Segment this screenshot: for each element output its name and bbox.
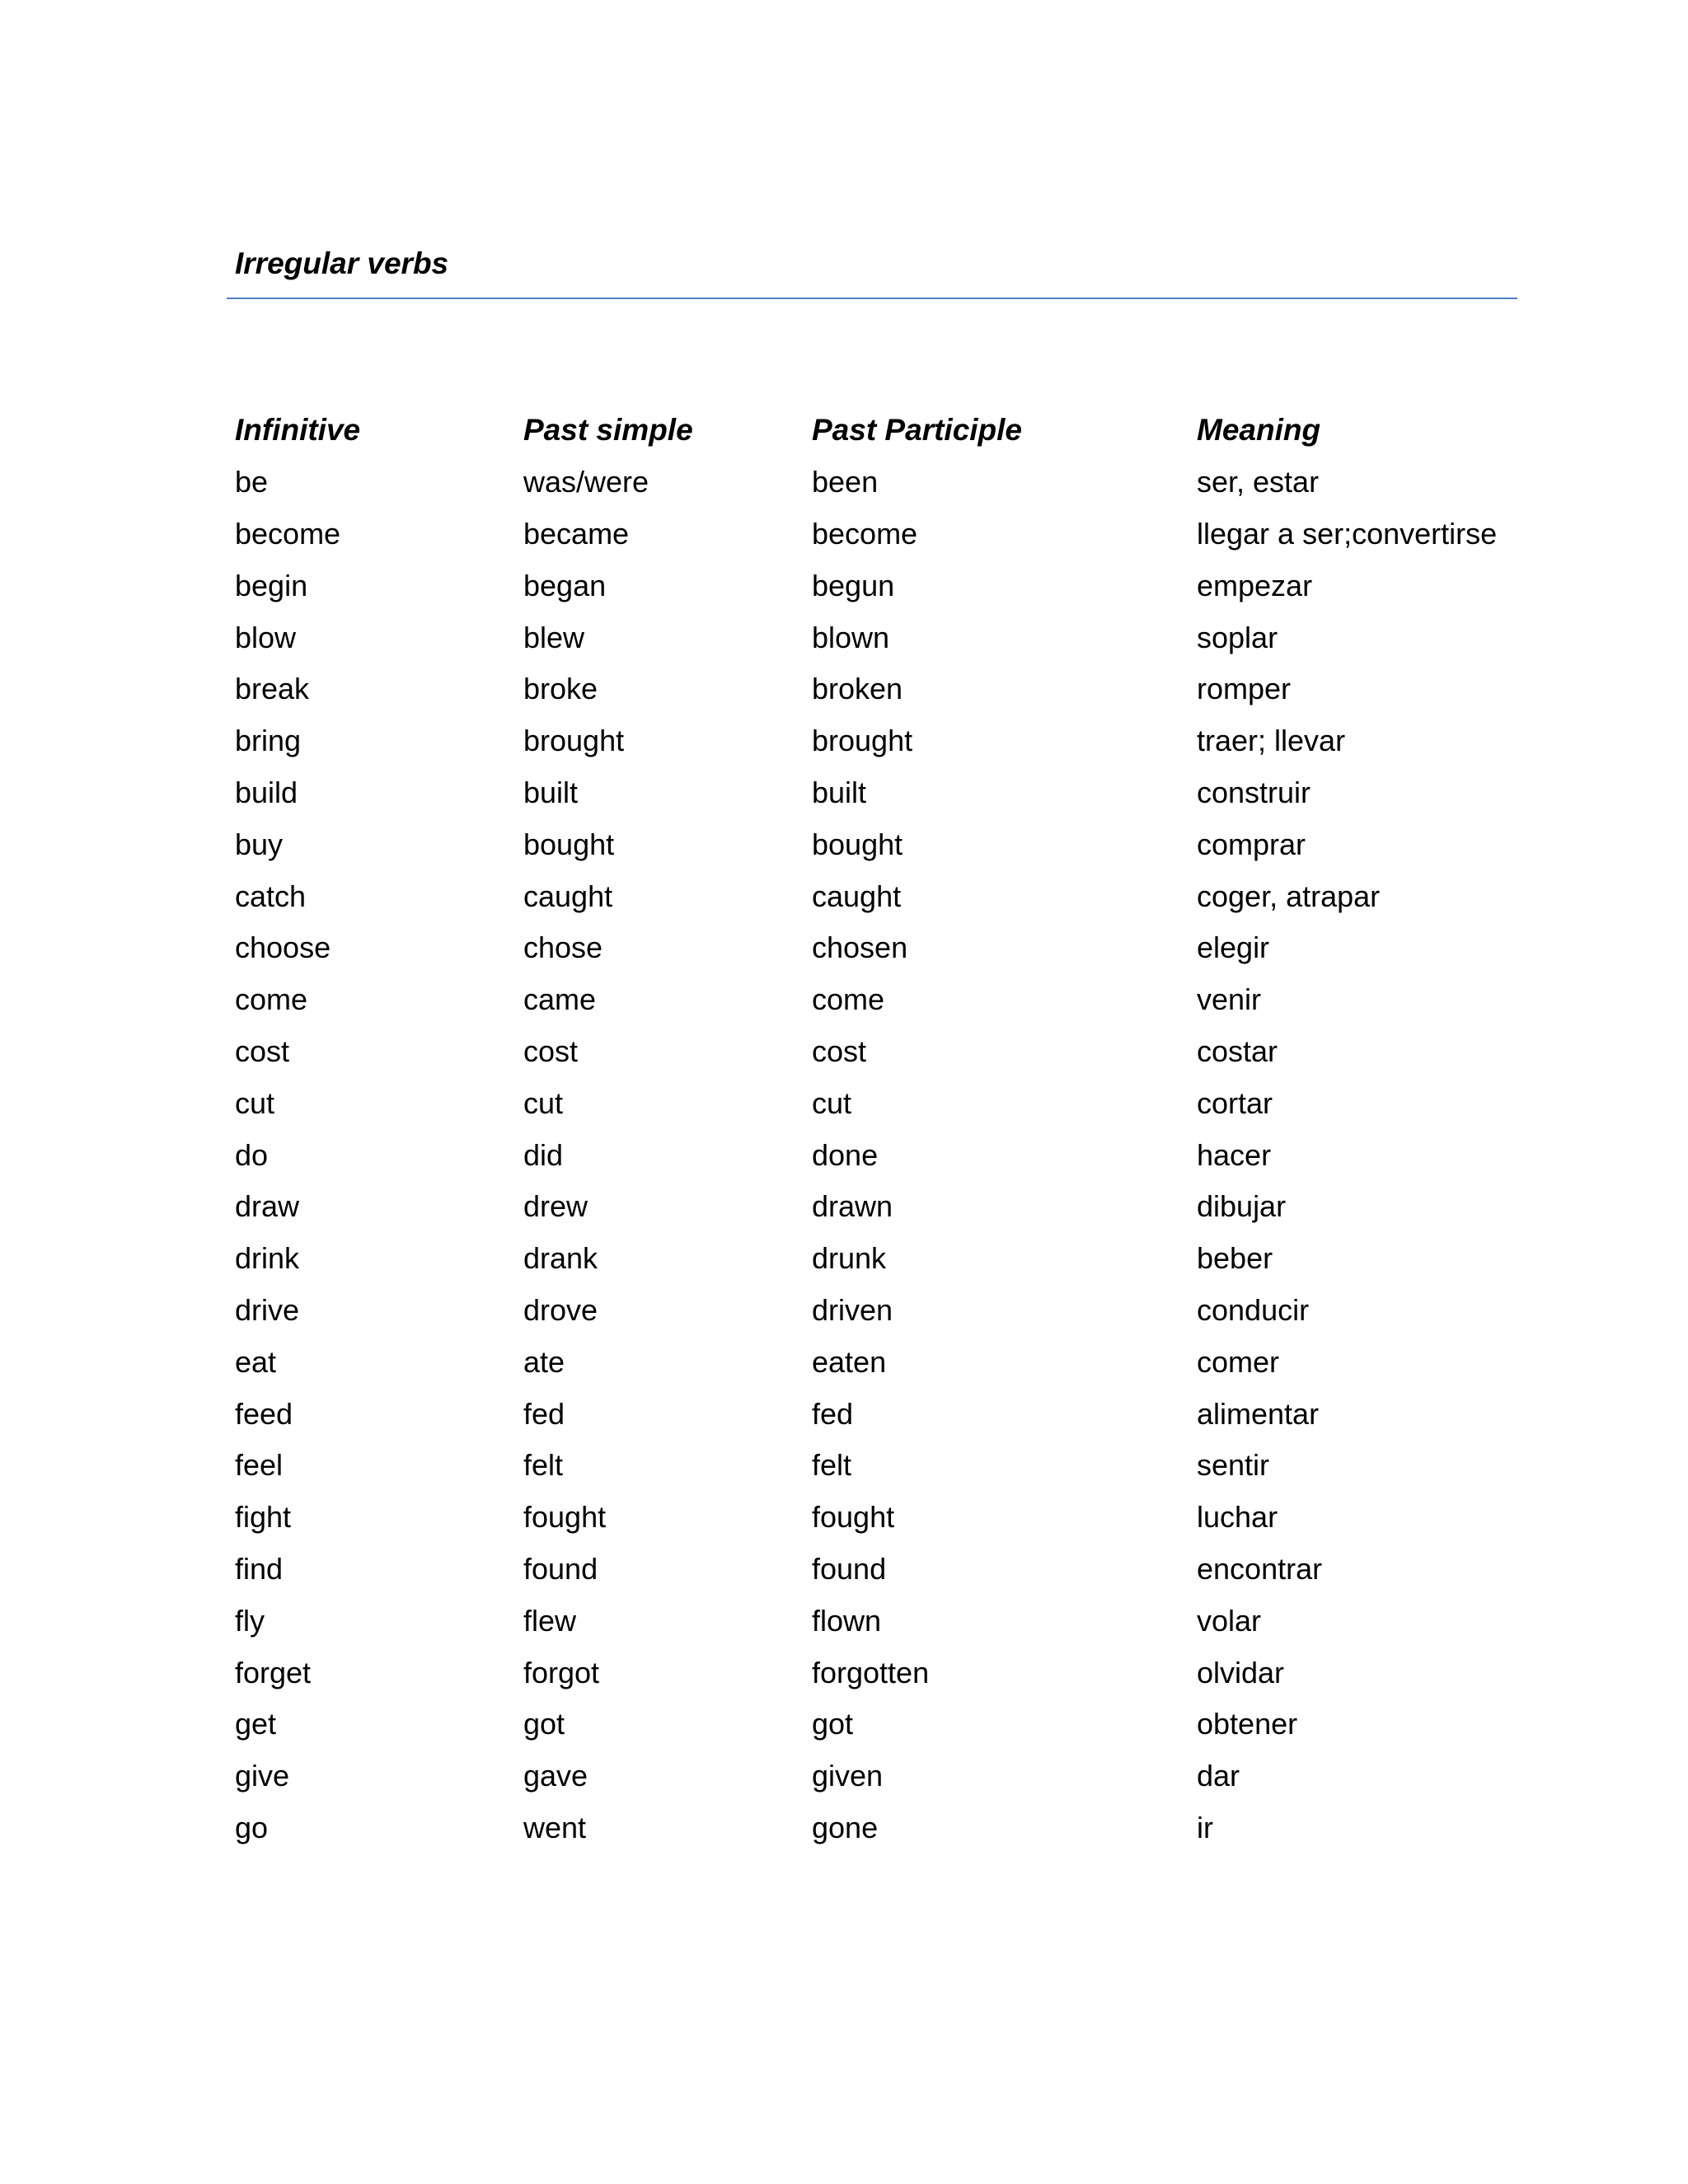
cell-past-simple: cut xyxy=(523,1085,564,1120)
cell-meaning: luchar xyxy=(1197,1500,1278,1535)
cell-meaning: beber xyxy=(1197,1241,1273,1276)
cell-infinitive: fly xyxy=(235,1603,265,1638)
cell-meaning: dibujar xyxy=(1197,1189,1287,1224)
table-row xyxy=(235,1595,1521,1647)
title-divider xyxy=(227,298,1517,299)
table-body xyxy=(235,457,1521,1854)
cell-infinitive: drink xyxy=(235,1241,300,1276)
cell-meaning: romper xyxy=(1197,672,1292,706)
cell-past-participle: come xyxy=(812,982,885,1017)
cell-past-simple: blew xyxy=(523,620,585,654)
cell-infinitive: build xyxy=(235,775,298,809)
cell-past-simple: built xyxy=(523,775,579,809)
cell-past-simple: came xyxy=(523,982,597,1017)
cell-meaning: soplar xyxy=(1197,620,1278,654)
cell-past-simple: became xyxy=(523,516,630,551)
cell-past-simple: felt xyxy=(523,1448,564,1483)
cell-infinitive: drive xyxy=(235,1292,300,1327)
cell-infinitive: feel xyxy=(235,1448,284,1483)
cell-meaning: hacer xyxy=(1197,1137,1272,1172)
cell-meaning: coger, atrapar xyxy=(1197,879,1381,913)
cell-past-simple: forgot xyxy=(523,1655,600,1690)
cell-meaning: costar xyxy=(1197,1033,1278,1068)
cell-infinitive: draw xyxy=(235,1189,300,1224)
cell-infinitive: blow xyxy=(235,620,297,654)
cell-meaning: llegar a ser;convertirse xyxy=(1197,516,1498,551)
cell-past-participle: eaten xyxy=(812,1344,887,1379)
table-row xyxy=(235,612,1521,663)
cell-past-participle: given xyxy=(812,1759,884,1793)
cell-past-simple: began xyxy=(523,568,607,602)
cell-past-participle: cut xyxy=(812,1085,852,1120)
cell-infinitive: begin xyxy=(235,568,308,602)
cell-past-participle: flown xyxy=(812,1603,882,1638)
table-row xyxy=(235,818,1521,870)
cell-past-participle: chosen xyxy=(812,930,908,965)
cell-past-participle: brought xyxy=(812,724,913,758)
cell-meaning: venir xyxy=(1197,982,1262,1017)
table-row xyxy=(235,767,1521,819)
header-past-participle: Past Participle xyxy=(812,413,1023,448)
document-title: Irregular verbs xyxy=(235,246,449,280)
cell-meaning: construir xyxy=(1197,775,1311,809)
table-row xyxy=(235,1129,1521,1181)
table-row xyxy=(235,457,1521,509)
cell-infinitive: cut xyxy=(235,1085,275,1120)
cell-meaning: dar xyxy=(1197,1759,1240,1793)
cell-infinitive: fight xyxy=(235,1500,292,1535)
cell-infinitive: feed xyxy=(235,1396,293,1431)
table-row xyxy=(235,1026,1521,1078)
table-header-row xyxy=(235,405,1521,457)
irregular-verbs-table xyxy=(235,405,1521,1854)
cell-meaning: elegir xyxy=(1197,930,1270,965)
header-infinitive: Infinitive xyxy=(235,413,361,448)
cell-infinitive: forget xyxy=(235,1655,312,1690)
cell-infinitive: get xyxy=(235,1707,277,1741)
cell-infinitive: find xyxy=(235,1551,284,1586)
cell-past-participle: got xyxy=(812,1707,854,1741)
cell-past-simple: ate xyxy=(523,1344,565,1379)
cell-meaning: traer; llevar xyxy=(1197,724,1346,758)
cell-past-simple: broke xyxy=(523,672,598,706)
cell-infinitive: give xyxy=(235,1759,290,1793)
table-row xyxy=(235,1285,1521,1337)
cell-past-participle: begun xyxy=(812,568,895,602)
table-row xyxy=(235,1077,1521,1129)
cell-past-simple: drew xyxy=(523,1189,588,1224)
table-row xyxy=(235,1699,1521,1750)
cell-past-participle: driven xyxy=(812,1292,893,1327)
cell-past-participle: felt xyxy=(812,1448,852,1483)
cell-meaning: cortar xyxy=(1197,1085,1273,1120)
cell-past-participle: built xyxy=(812,775,867,809)
table-row xyxy=(235,1440,1521,1492)
cell-past-simple: flew xyxy=(523,1603,577,1638)
cell-meaning: ir xyxy=(1197,1810,1213,1844)
table-row xyxy=(235,1336,1521,1388)
cell-past-participle: forgotten xyxy=(812,1655,930,1690)
cell-meaning: obtener xyxy=(1197,1707,1298,1741)
cell-past-simple: bought xyxy=(523,827,615,861)
cell-past-participle: bought xyxy=(812,827,903,861)
cell-past-participle: gone xyxy=(812,1810,879,1844)
cell-past-participle: found xyxy=(812,1551,887,1586)
table-row xyxy=(235,1233,1521,1285)
cell-infinitive: be xyxy=(235,465,269,499)
cell-meaning: olvidar xyxy=(1197,1655,1285,1690)
table-row xyxy=(235,560,1521,612)
cell-infinitive: cost xyxy=(235,1033,290,1068)
cell-past-simple: gave xyxy=(523,1759,588,1793)
cell-meaning: comer xyxy=(1197,1344,1280,1379)
table-row xyxy=(235,509,1521,560)
header-past-simple: Past simple xyxy=(523,413,693,448)
cell-past-simple: cost xyxy=(523,1033,579,1068)
cell-past-simple: fed xyxy=(523,1396,565,1431)
cell-meaning: conducir xyxy=(1197,1292,1310,1327)
cell-infinitive: catch xyxy=(235,879,307,913)
cell-meaning: comprar xyxy=(1197,827,1306,861)
table-row xyxy=(235,1750,1521,1802)
cell-past-simple: went xyxy=(523,1810,587,1844)
table-row xyxy=(235,1492,1521,1544)
table-row xyxy=(235,663,1521,715)
table-row xyxy=(235,1544,1521,1596)
cell-past-participle: been xyxy=(812,465,879,499)
table-row xyxy=(235,715,1521,767)
cell-past-simple: got xyxy=(523,1707,565,1741)
cell-past-simple: drove xyxy=(523,1292,598,1327)
cell-meaning: ser, estar xyxy=(1197,465,1320,499)
cell-infinitive: break xyxy=(235,672,310,706)
header-meaning: Meaning xyxy=(1197,413,1321,448)
cell-meaning: volar xyxy=(1197,1603,1262,1638)
cell-past-participle: broken xyxy=(812,672,903,706)
table-row xyxy=(235,870,1521,922)
cell-infinitive: come xyxy=(235,982,308,1017)
table-row xyxy=(235,1388,1521,1440)
cell-meaning: empezar xyxy=(1197,568,1313,602)
table-row xyxy=(235,1181,1521,1233)
cell-infinitive: become xyxy=(235,516,341,551)
cell-past-simple: chose xyxy=(523,930,603,965)
cell-past-participle: cost xyxy=(812,1033,867,1068)
cell-past-simple: brought xyxy=(523,724,625,758)
cell-past-simple: was/were xyxy=(523,465,649,499)
cell-past-participle: fed xyxy=(812,1396,854,1431)
cell-infinitive: choose xyxy=(235,930,331,965)
cell-meaning: alimentar xyxy=(1197,1396,1320,1431)
cell-past-simple: fought xyxy=(523,1500,607,1535)
cell-past-participle: done xyxy=(812,1137,879,1172)
cell-infinitive: do xyxy=(235,1137,269,1172)
cell-past-participle: blown xyxy=(812,620,890,654)
cell-infinitive: buy xyxy=(235,827,284,861)
cell-meaning: encontrar xyxy=(1197,1551,1323,1586)
cell-past-simple: did xyxy=(523,1137,564,1172)
cell-meaning: sentir xyxy=(1197,1448,1270,1483)
cell-infinitive: eat xyxy=(235,1344,277,1379)
table-row xyxy=(235,1802,1521,1854)
table-row xyxy=(235,1647,1521,1699)
cell-past-participle: become xyxy=(812,516,918,551)
cell-past-simple: drank xyxy=(523,1241,598,1276)
cell-past-simple: caught xyxy=(523,879,613,913)
cell-past-participle: drunk xyxy=(812,1241,887,1276)
cell-past-participle: fought xyxy=(812,1500,895,1535)
cell-past-participle: drawn xyxy=(812,1189,893,1224)
cell-infinitive: go xyxy=(235,1810,269,1844)
cell-past-participle: caught xyxy=(812,879,902,913)
cell-infinitive: bring xyxy=(235,724,302,758)
cell-past-simple: found xyxy=(523,1551,598,1586)
table-row xyxy=(235,922,1521,974)
table-row xyxy=(235,974,1521,1026)
